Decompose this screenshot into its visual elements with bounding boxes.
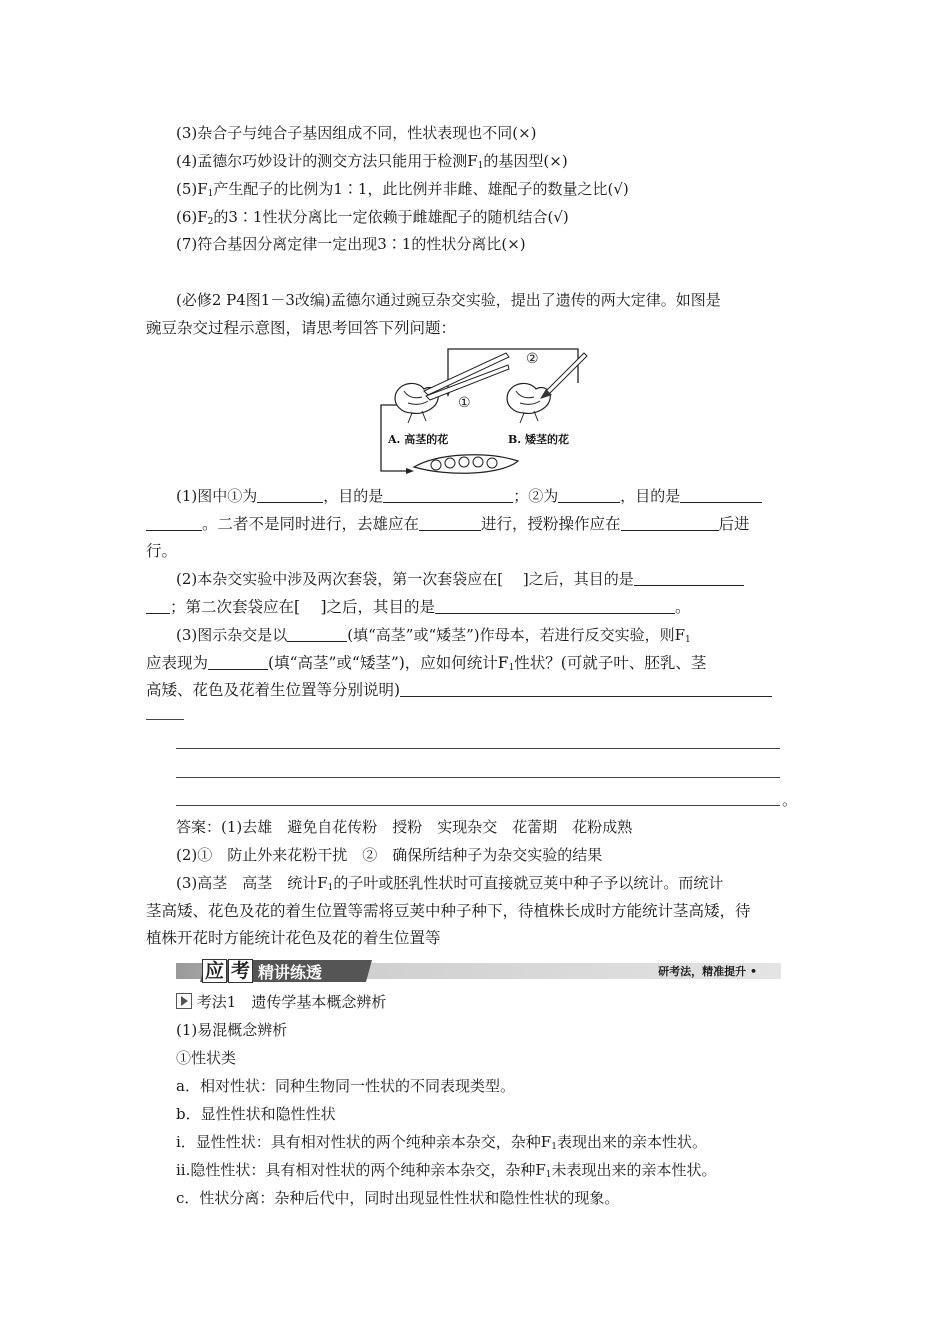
mark-2: ②: [526, 351, 539, 367]
pea-pod-icon: [414, 455, 518, 474]
method-s2: ①性状类: [176, 1049, 237, 1067]
method-heading: 考法1 遗传学基本概念辨析: [176, 992, 386, 1012]
banner-big-char-2: 考: [228, 959, 253, 983]
brush-icon: [540, 353, 587, 399]
banner-title: 精讲练透: [258, 962, 323, 982]
play-icon: [176, 993, 192, 1009]
label-flower-a: A. 高茎的花: [388, 433, 449, 446]
blank-q1-2[interactable]: [383, 487, 513, 503]
judgment-4: (4)孟德尔巧妙设计的测交方法只能用于检测$F_1$的基因型(×): [176, 152, 568, 171]
blank-q3-2[interactable]: [208, 654, 268, 670]
banner-big-char-1: 应: [202, 959, 227, 983]
blank-q2-1b[interactable]: [146, 598, 170, 614]
q3-line-1: (3)图示杂交是以 (填“高茎”或“矮茎”)作母本，若进行反交实验，则$F_1$: [176, 626, 691, 645]
judgment-3: (3)杂合子与纯合子基因组成不同，性状表现也不同(×): [176, 124, 537, 142]
intro-line-2: 豌豆杂交过程示意图，请思考回答下列问题：: [146, 319, 457, 337]
blank-q1-1[interactable]: [257, 487, 323, 503]
q1-line-3: 行。: [146, 542, 178, 560]
answer-1: 答案：(1)去雄 避免自花传粉 授粉 实现杂交 花蕾期 花粉成熟: [176, 818, 633, 836]
q2-line-1: (2)本杂交实验中涉及两次套袋，第一次套袋应在[ ]之后，其目的是: [176, 569, 744, 589]
answer-3: (3)高茎 高茎 统计$F_1$的子叶或胚乳性状时可直接就豆荚中种子予以统计。而统计: [176, 874, 724, 893]
answer-line-1[interactable]: [176, 747, 780, 749]
banner-subtitle: 研考法，精准提升: [658, 965, 747, 978]
judgment-5: $(5)F_1$产生配子的比例为1∶1，此比例并非雌、雄配子的数量之比(√): [176, 180, 629, 199]
blank-q1-4[interactable]: [680, 487, 762, 503]
flower-b-icon: [507, 383, 550, 423]
label-flower-b: B. 矮茎的花: [508, 433, 569, 446]
q1-line-2: 。二者不是同时进行，去雄应在 进行，授粉操作应在 后进: [146, 514, 750, 534]
blank-q1-4b[interactable]: [146, 515, 202, 531]
method-c: c．性状分离：杂种后代中，同时出现显性性状和隐性性状的现象。: [176, 1189, 620, 1207]
q1-line-1: (1)图中①为 ，目的是 ；②为 ，目的是: [176, 486, 762, 506]
blank-q3-3b[interactable]: [146, 718, 184, 720]
blank-q2-2[interactable]: [435, 598, 675, 614]
answer-line-3[interactable]: [176, 804, 780, 806]
intro-line-1: (必修2 P4图1－3改编)孟德尔通过豌豆杂交实验，提出了遗传的两大定律。如图是: [176, 291, 721, 309]
answer-5: 植株开花时方能统计花色及花的着生位置等: [146, 929, 441, 947]
answer-2: (2)① 防止外来花粉干扰 ② 确保所结种子为杂交实验的结果: [176, 846, 603, 864]
method-i1: i．显性性状：具有相对性状的两个纯种亲本杂交，杂种$F_1$表现出来的亲本性状。: [176, 1133, 707, 1152]
blank-q3-1[interactable]: [287, 626, 347, 642]
blank-q1-6[interactable]: [621, 515, 719, 531]
pea-hybridization-diagram: [378, 343, 588, 480]
answer-end-period: 。: [782, 791, 798, 809]
answer-4: 茎高矮、花色及花的着生位置等需将豆荚中种子种下，待植株长成时方能统计茎高矮，待: [146, 902, 751, 920]
answer-line-2[interactable]: [176, 776, 780, 778]
q3-line-3: 高矮、花色及花着生位置等分别说明): [146, 680, 772, 700]
method-b: b．显性性状和隐性性状: [176, 1105, 336, 1123]
mark-1: ①: [458, 395, 471, 411]
blank-q3-3[interactable]: [400, 681, 772, 697]
q2-line-2: ；第二次套袋应在[ ]之后，其目的是 。: [146, 597, 691, 617]
blank-q2-1[interactable]: [634, 570, 744, 586]
method-a: a．相对性状：同种生物同一性状的不同表现类型。: [176, 1077, 515, 1095]
q3-line-2: 应表现为 (填“高茎”或“矮茎”)，应如何统计$F_1$性状？(可就子叶、胚乳、茎: [146, 654, 707, 673]
blank-q1-5[interactable]: [419, 515, 481, 531]
bullet-dot-icon: •: [749, 965, 757, 978]
section-banner: [176, 958, 781, 984]
method-s1: (1)易混概念辨析: [176, 1021, 288, 1039]
judgment-6: $(6)F_2$的3∶1性状分离比一定依赖于雌雄配子的随机结合(√): [176, 208, 569, 227]
blank-q1-3[interactable]: [558, 487, 620, 503]
judgment-7: (7)符合基因分离定律一定出现3∶1的性状分离比(×): [176, 235, 526, 253]
method-i2: ii.隐性性状：具有相对性状的两个纯种亲本杂交，杂种$F_1$未表现出来的亲本性状。: [176, 1161, 717, 1180]
tweezers-icon: [424, 353, 509, 400]
